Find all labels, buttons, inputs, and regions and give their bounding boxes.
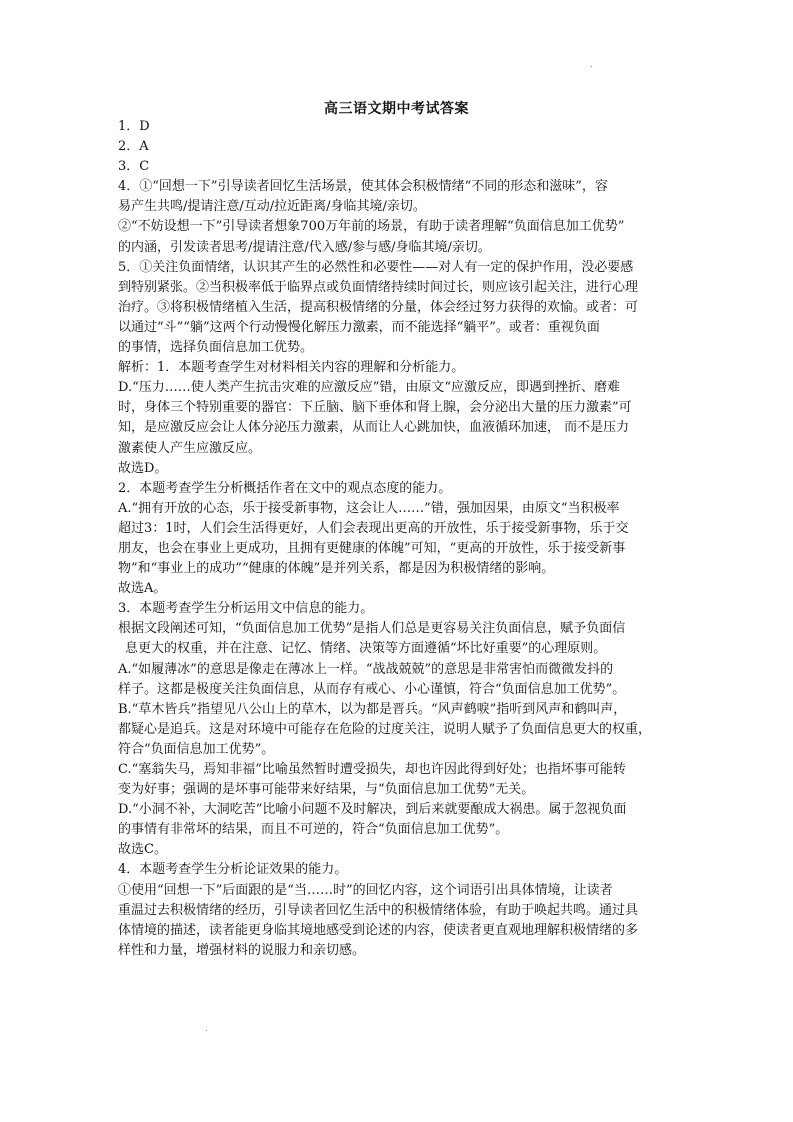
document-title: 高三语文期中考试答案 [324, 101, 469, 117]
text-line: 物”和“事业上的成功”“健康的体魄”是并列关系，都是因为积极情绪的影响。 [118, 561, 555, 577]
text-line: 以通过“斗”“躺”这两个行动慢慢化解压力激素，而不能选择“躺平”。或者：重视负面 [118, 319, 600, 335]
scan-speck [591, 66, 592, 67]
text-line: 激素使人产生应激反应。 [118, 440, 262, 456]
text-line: 故选A。 [118, 581, 167, 597]
text-line: 超过3：1时，人们会生活得更好，人们会表现出更高的开放性，乐于接受新事物，乐于交 [118, 520, 629, 536]
text-line: 故选C。 [118, 842, 167, 858]
text-line: ②“不妨设想一下”引导读者想象700万年前的场景，有助于读者理解“负面信息加工优势” [118, 219, 625, 235]
text-line: 3．本题考查学生分析运用文中信息的能力。 [118, 601, 374, 617]
text-line: 根据文段阐述可知，“负面信息加工优势”是指人们总是更容易关注负面信息，赋予负面信 [118, 621, 626, 637]
text-line: 5．①关注负面情绪，认识其产生的必然性和必要性——对人有一定的保护作用，没必要感 [118, 259, 634, 275]
text-line: 变为好事；强调的是坏事可能带来好结果，与“负面信息加工优势”无关。 [118, 782, 535, 798]
scan-speck [206, 1030, 207, 1031]
text-line: 3．C [118, 159, 150, 175]
text-line: D.“压力……使人类产生抗击灾难的应激反应”错，由原文“应激反应，即遇到挫折、磨难 [118, 380, 621, 396]
text-line: 样子。这都是极度关注负面信息，从而存有戒心、小心谨慎，符合“负面信息加工优势”。 [118, 681, 626, 697]
text-line: 2．本题考查学生分析概括作者在文中的观点态度的能力。 [118, 480, 452, 496]
text-line: 的事情有非常坏的结果，而且不可逆的，符合“负面信息加工优势”。 [118, 822, 509, 838]
text-line: 重温过去积极情绪的经历，引导读者回忆生活中的积极情绪体验，有助于唤起共鸣。通过具 [118, 902, 639, 918]
text-line: D.“小洞不补，大洞吃苦”比喻小问题不及时解决，到后来就要酿成大祸患。属于忽视负面 [118, 802, 627, 818]
text-line: C.“塞翁失马，焉知非福”比喻虽然暂时遭受损失，却也许因此得到好处；也指坏事可能转 [118, 762, 626, 777]
text-line: 样性和力量，增强材料的说服力和亲切感。 [118, 942, 366, 958]
text-line: 治疗。③将积极情绪植入生活，提高积极情绪的分量，体会经过努力获得的欢愉。或者：可 [118, 299, 639, 315]
text-line: 的内涵，引发读者思考/提请注意/代入感/参与感/身临其境/亲切。 [118, 239, 491, 255]
text-line: 4．本题考查学生分析论证效果的能力。 [118, 862, 348, 878]
text-line: 到特别紧张。②当积极率低于临界点或负面情绪持续时间过长，则应该引起关注，进行心理 [118, 279, 639, 295]
text-line: 知，是应激反应会让人体分泌压力激素，从而让人心跳加快，血液循环加速， 而不是压力 [118, 420, 630, 436]
text-line: 故选D。 [118, 460, 168, 476]
answer-body [118, 117, 678, 961]
text-line: 2．A [118, 139, 149, 155]
text-line: 息更大的权重，并在注意、记忆、情绪、决策等方面遵循“坏比好重要”的心理原则。 [125, 641, 607, 657]
text-line: 符合“负面信息加工优势”。 [118, 741, 275, 757]
text-line: 时，身体三个特别重要的器官：下丘脑、脑下垂体和肾上腺，会分泌出大量的压力激素”可 [118, 400, 632, 416]
text-line: 易产生共鸣/提请注意/互动/拉近距离/身临其境/亲切。 [118, 199, 426, 215]
text-line: 朋友，也会在事业上更成功，且拥有更健康的体魄”可知，“更高的开放性，乐于接受新事 [118, 540, 626, 556]
text-line: B.“草木皆兵”指望见八公山上的草木，以为都是晋兵。“风声鹤唳”指听到风声和鹤叫声， [118, 701, 627, 717]
text-line: A.“拥有开放的心态，乐于接受新事物，这会让人……”错，强加因果，由原文“当积极率 [118, 500, 620, 516]
text-line: 解析：1．本题考查学生对材料相关内容的理解和分析能力。 [118, 360, 465, 376]
text-line: 1．D [118, 119, 150, 134]
text-line: 的事情，选择负面信息加工优势。 [118, 340, 314, 356]
text-line: A.“如履薄冰”的意思是像走在薄冰上一样。“战战兢兢”的意思是非常害怕而微微发抖的 [118, 661, 614, 677]
text-line: 4．①“回想一下”引导读者回忆生活场景，使其体会积极情绪“不同的形态和滋味”，容 [118, 179, 608, 195]
text-line: 体情境的描述，读者能更身临其境地感受到论述的内容，使读者更直观地理解积极情绪的多 [118, 922, 639, 938]
text-line: ①使用“回想一下”后面跟的是“当……时”的回忆内容，这个词语引出具体情境，让读者 [118, 882, 613, 898]
text-line: 都疑心是追兵。这是对环境中可能存在危险的过度关注，说明人赋予了负面信息更大的权重， [118, 721, 652, 737]
